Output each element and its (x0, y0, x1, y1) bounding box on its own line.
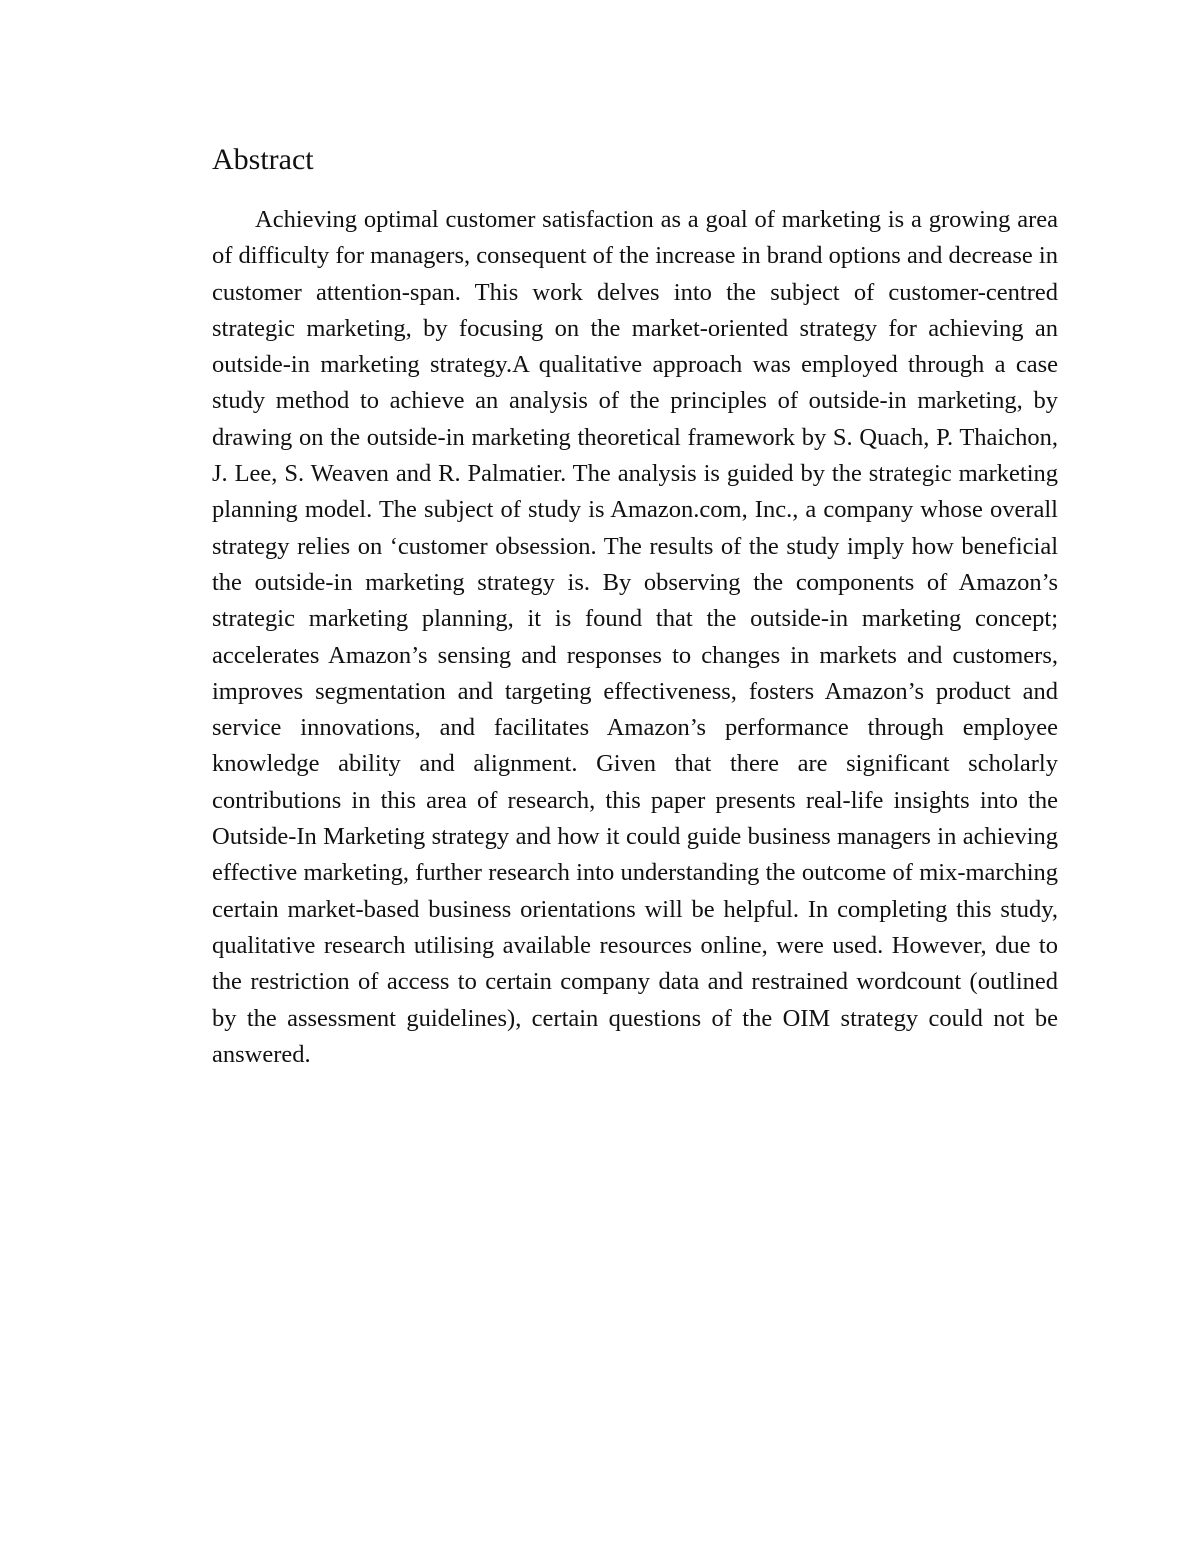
abstract-body: Achieving optimal customer satisfaction as a goal of marketing is a growing area of difficulty for managers, consequent of the increase in brand options and decrease in customer attention-span. This work delves into the subject of customer-centred strategic marketing, by focusing on the market-oriented strategy for achieving an outside-in marketing strategy.A qualitative approach was employed through a case study method to achieve an analysis of the principles of outside-in marketing, by drawing on the outside-in marketing theoretical framework by S. Quach, P. Thaichon, J. Lee, S. Weaven and R. Palmatier. The analysis is guided by the strategic marketing planning model. The subject of study is Amazon.com, Inc., a company whose overall strategy relies on ‘customer obsession. The results of the study imply how beneficial the outside-in marketing strategy is. By observing the components of Amazon’s strategic marketing planning, it is found that the outside-in marketing concept; accelerates Amazon’s sensing and responses to changes in markets and customers, improves segmentation and targeting effectiveness, fosters Amazon’s product and service innovations, and facilitates Amazon’s performance through employee knowledge ability and alignment. Given that there are significant scholarly contributions in this area of research, this paper presents real-life insights into the Outside-In Marketing strategy and how it could guide business managers in achieving effective marketing, further research into understanding the outcome of mix-marching certain market-based business orientations will be helpful. In completing this study, qualitative research utilising available resources online, were used. However, due to the restriction of access to certain company data and restrained wordcount (outlined by the assessment guidelines), certain questions of the OIM strategy could not be answered. (212, 206, 1058, 1068)
abstract-heading: Abstract (212, 143, 314, 176)
